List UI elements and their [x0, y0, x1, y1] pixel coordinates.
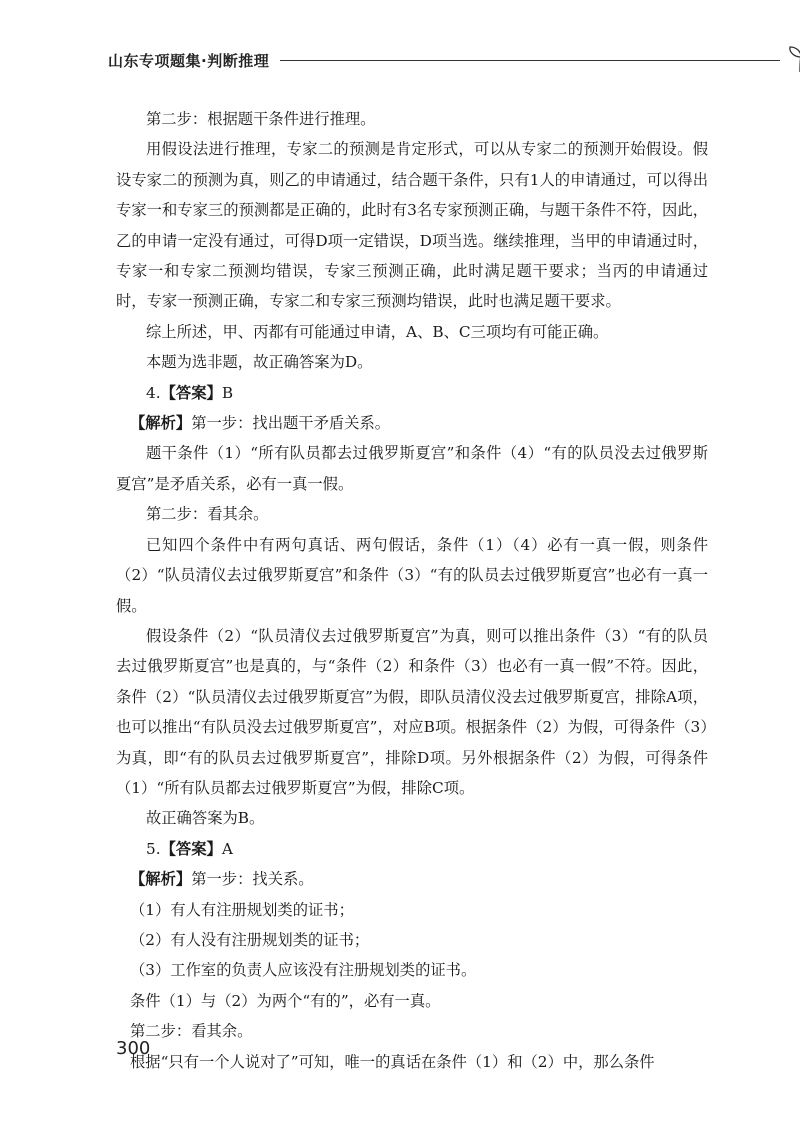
- analysis-tag: 【解析】: [130, 870, 192, 889]
- question-number: 4.: [146, 383, 161, 402]
- paragraph: 已知四个条件中有两句真话、两句假话，条件（1）（4）必有一真一假，则条件（2）“队员清仪去过俄罗斯夏宫”和条件（3）“有的队员去过俄罗斯夏宫”也必有一真一假。: [116, 535, 708, 615]
- answer-tag: 【答案】: [160, 839, 222, 858]
- paragraph: 根据“只有一个人说对了”可知，唯一的真话在条件（1）和（2）中，那么条件: [130, 1052, 655, 1071]
- answer-tag: 【答案】: [160, 383, 222, 402]
- condition-item: （1）有人有注册规划类的证书；: [130, 900, 354, 919]
- paragraph: 用假设法进行推理，专家二的预测是肯定形式，可以从专家二的预测开始假设。假设专家二的预测为真，则乙的申请通过，结合题干条件，只有1人的申请通过，可以得出专家一和专家三的预测都是正确的，此时有3名专家预测正确，与题干条件不符，因此，乙的申请一定没有通过，可得D项一定错误，D项当选。继续推理，当甲的申请通过时，专家一和专家二预测均错误，专家三预测正确，此时满足题干要求；当丙的申请通过时，专家一预测正确，专家二和专家三预测均错误，此时也满足题干要求。: [116, 140, 708, 311]
- analysis-line: [116, 864, 708, 894]
- paragraph: 第二步：根据题干条件进行推理。: [146, 110, 376, 128]
- analysis-step: 第一步：找关系。: [191, 870, 314, 889]
- answer-line: [116, 834, 708, 864]
- paragraph: 本题为选非题，故正确答案为D。: [146, 353, 373, 372]
- paragraph: 故正确答案为B。: [146, 809, 265, 828]
- analysis-step: 第一步：找出题干矛盾关系。: [191, 414, 391, 433]
- page-body: [116, 104, 708, 1077]
- answer-value: A: [221, 839, 233, 858]
- condition-item: （3）工作室的负责人应该没有注册规划类的证书。: [130, 961, 477, 980]
- running-header: [108, 44, 728, 74]
- page-number: 300: [116, 1038, 151, 1059]
- analysis-line: [116, 408, 708, 438]
- paragraph: 综上所述，甲、丙都有可能通过申请，A、B、C三项均有可能正确。: [146, 322, 609, 341]
- condition-item: （2）有人没有注册规划类的证书；: [130, 930, 370, 949]
- header-title: 山东专项题集·判断推理: [108, 52, 270, 70]
- sprout-icon: [780, 44, 800, 74]
- header-rule: [280, 60, 780, 61]
- paragraph: 假设条件（2）“队员清仪去过俄罗斯夏宫”为真，则可以推出条件（3）“有的队员去过俄罗斯夏宫”也是真的，与“条件（2）和条件（3）也必有一真一假”不符。因此，条件（2）“队员清仪去过俄罗斯夏宫”为假，即队员清仪没去过俄罗斯夏宫，排除A项，也可以推出“有队员没去过俄罗斯夏宫”，对应B项。根据条件（2）为假，可得条件（3）为真，即“有的队员去过俄罗斯夏宫”，排除D项。另外根据条件（2）为假，可得条件（1）“所有队员都去过俄罗斯夏宫”为假，排除C项。: [116, 626, 708, 797]
- analysis-tag: 【解析】: [130, 414, 192, 433]
- paragraph: 条件（1）与（2）为两个“有的”，必有一真。: [130, 991, 441, 1010]
- paragraph: 题干条件（1）“所有队员都去过俄罗斯夏宫”和条件（4）“有的队员没去过俄罗斯夏宫”是矛盾关系，必有一真一假。: [116, 444, 708, 493]
- answer-value: B: [221, 383, 234, 402]
- answer-line: [116, 378, 708, 408]
- paragraph: 第二步：看其余。: [146, 505, 269, 524]
- question-number: 5.: [146, 839, 161, 858]
- paragraph: 第二步：看其余。: [130, 1022, 253, 1041]
